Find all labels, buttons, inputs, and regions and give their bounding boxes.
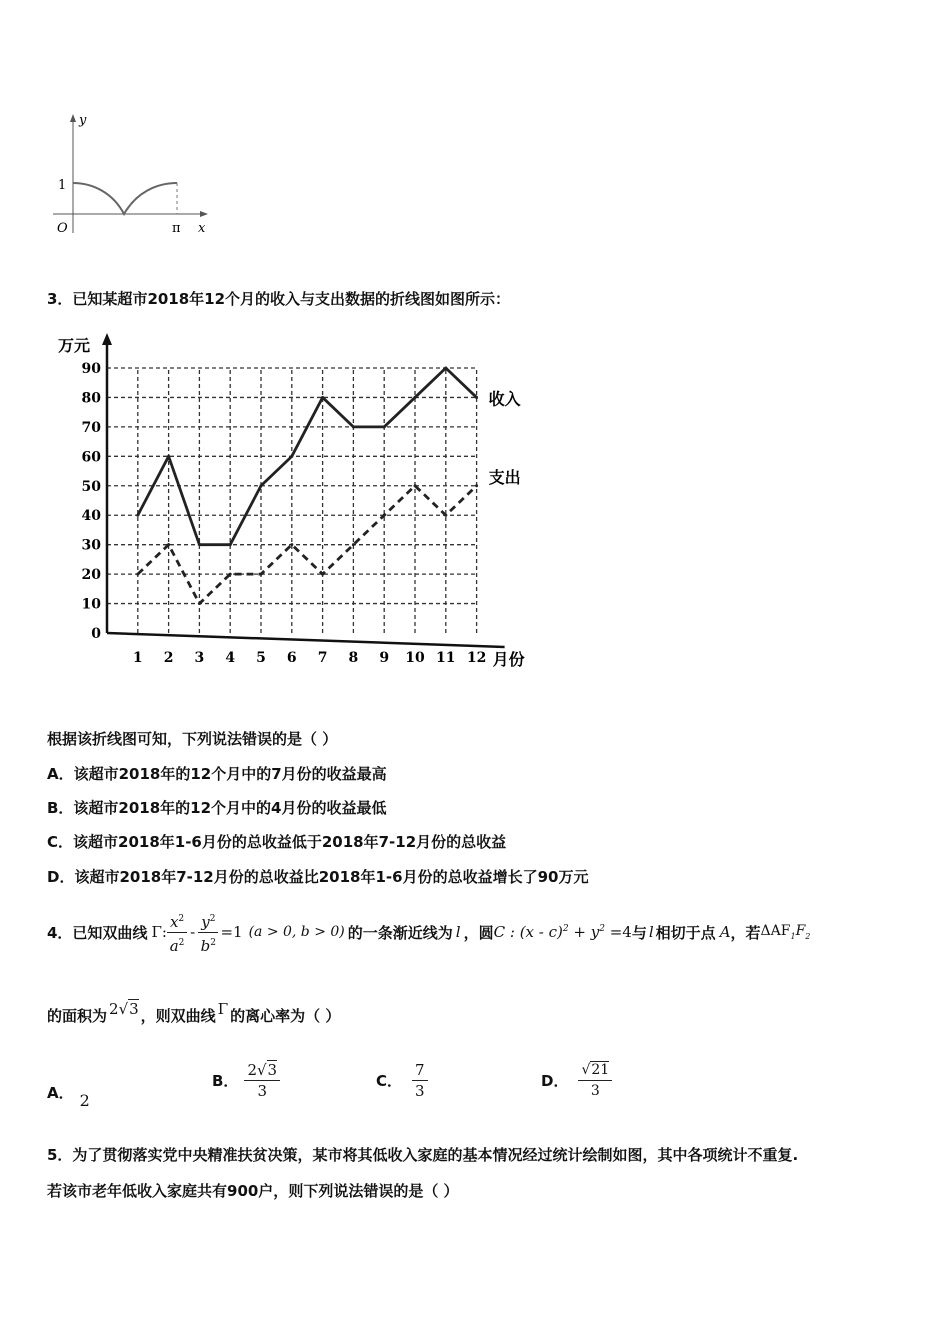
data-point <box>321 573 324 576</box>
data-point <box>475 396 478 399</box>
equals-one: =1 <box>220 923 243 941</box>
y-tick-label: 20 <box>81 567 101 584</box>
data-point <box>414 396 417 399</box>
minus-sign: - <box>190 923 196 941</box>
q3-option-a[interactable]: A．该超市2018年的12个月中的7月份的收益最高 <box>47 765 387 783</box>
curve <box>73 183 177 214</box>
sub: 1 <box>790 931 796 941</box>
x-label: x <box>198 221 206 236</box>
x-axis <box>107 633 505 647</box>
fraction-y2-b2 <box>198 909 218 956</box>
q3-stem: 3．已知某超市2018年12个月的收入与支出数据的折线图如图所示： <box>47 290 511 308</box>
pi-label: π <box>172 221 181 236</box>
q4-mid1: 的一条渐近线为 <box>347 923 453 942</box>
sub: 2 <box>805 931 811 941</box>
x-tick-label: 9 <box>379 650 390 666</box>
q4-prefix: 4．已知双曲线 <box>47 923 148 942</box>
q4-option-c[interactable] <box>376 1060 428 1101</box>
circle-rest: + y <box>573 923 600 941</box>
line-l-2: l <box>648 923 654 941</box>
area-rad: 3 <box>129 999 139 1018</box>
q4-mid4: 相切于点 <box>655 923 716 942</box>
q4-line2-a: 的面积为 <box>47 1007 108 1025</box>
q4-option-a[interactable] <box>47 1082 90 1110</box>
q5-line2: 若该市老年低收入家庭共有900户，则下列说法错误的是（ ） <box>47 1182 459 1200</box>
q3-option-b[interactable]: B．该超市2018年的12个月中的4月份的收益最低 <box>47 799 387 817</box>
x-tick-label: 4 <box>225 650 236 666</box>
opt-b-fraction: $\frac{2√3}{3}$ <box>244 1060 280 1101</box>
opt-label: B． <box>212 1072 239 1090</box>
data-point <box>321 396 324 399</box>
opt-label: A． <box>47 1084 74 1102</box>
circle-text: C : (x - c) <box>493 923 563 941</box>
data-point <box>198 602 201 605</box>
data-point <box>136 573 139 576</box>
den: 3 <box>257 1082 268 1100</box>
q5-line1: 5．为了贯彻落实党中央精准扶贫决策，某市将其低收入家庭的基本情况经过统计绘制如图，其中各项统计不重复. <box>47 1146 799 1164</box>
x-tick-label: 2 <box>163 650 174 666</box>
x-var: x <box>169 912 179 931</box>
one-label: 1 <box>58 178 67 193</box>
q4-line2-b: ，则双曲线 <box>140 1007 216 1025</box>
y-tick-label: 50 <box>81 478 101 495</box>
sup: 2 <box>210 937 216 948</box>
data-point <box>444 367 447 370</box>
cosine-abs-graph <box>48 108 218 243</box>
q4-option-b[interactable] <box>212 1060 280 1101</box>
q4-line2-c: 的离心率为（ ） <box>230 1007 341 1025</box>
b-var: b <box>200 936 211 955</box>
x-tick-label: 7 <box>317 650 328 666</box>
data-point <box>229 573 232 576</box>
coef: 2 <box>247 1061 257 1079</box>
x-axis-arrow <box>200 211 208 217</box>
q4-line2 <box>47 999 341 1026</box>
q3-option-c[interactable]: C．该超市2018年1-6月份的总收益低于2018年7-12月份的总收益 <box>47 833 507 851</box>
data-point <box>383 514 386 517</box>
data-point <box>414 484 417 487</box>
sup: 2 <box>209 913 216 924</box>
tri-text: ΔAF <box>760 923 791 940</box>
sup: 2 <box>178 913 185 924</box>
line-l: l <box>455 923 461 941</box>
data-point <box>167 543 170 546</box>
den: 3 <box>590 1083 600 1099</box>
data-point <box>167 455 170 458</box>
den: 3 <box>415 1082 425 1100</box>
y-tick-label: 30 <box>81 537 101 554</box>
condition: (a > 0, b > 0) <box>248 924 345 940</box>
x-tick-label: 8 <box>348 650 359 666</box>
area-coef: 2 <box>109 999 119 1018</box>
y-axis-label: 万元 <box>58 336 91 355</box>
y-tick-label: 60 <box>81 449 101 466</box>
y-tick-label: 90 <box>81 361 101 377</box>
q4-mid3: 与 <box>631 923 647 942</box>
circle-eq <box>494 923 632 941</box>
y-var: y <box>201 912 210 931</box>
data-point <box>290 543 293 546</box>
rad: 3 <box>267 1061 278 1079</box>
data-point <box>383 425 386 428</box>
rad: 21 <box>591 1062 610 1078</box>
data-point <box>136 514 139 517</box>
circle-eq-val: =4 <box>609 923 632 941</box>
data-point <box>352 543 355 546</box>
series-label: 支出 <box>488 467 521 487</box>
y-axis-arrow <box>102 333 112 345</box>
data-point <box>229 543 232 546</box>
y-label: y <box>79 113 87 128</box>
q4-mid2: ，圆 <box>463 923 494 942</box>
q4-mid5: ，若 <box>730 923 761 942</box>
opt-label: D． <box>541 1072 569 1090</box>
triangle <box>761 923 811 941</box>
opt-c-fraction <box>412 1060 428 1101</box>
data-point <box>198 543 201 546</box>
fraction-x2-a2 <box>167 909 187 956</box>
q3-option-d[interactable]: D．该超市2018年7-12月份的总收益比2018年1-6月份的总收益增长了90万元 <box>47 868 589 886</box>
y-tick-label: 70 <box>81 419 101 436</box>
q3-question: 根据该折线图可知，下列说法错误的是（ ） <box>47 730 338 748</box>
x-tick-label: 10 <box>405 650 425 666</box>
q4-line1 <box>47 902 810 962</box>
area-value: 2√3 <box>109 999 139 1018</box>
y-tick-label: 80 <box>81 390 101 407</box>
y-tick-label: 10 <box>81 596 101 613</box>
num: 7 <box>412 1060 428 1081</box>
sup: 2 <box>562 924 569 934</box>
data-point <box>444 514 447 517</box>
gamma-symbol: Γ <box>151 923 162 941</box>
y-tick-label: 40 <box>81 508 101 525</box>
income-expense-line-chart <box>50 325 550 685</box>
opt-d-fraction: $\frac{√21}{3}$ <box>578 1060 612 1101</box>
data-point <box>260 484 263 487</box>
gamma-symbol-2: Γ <box>217 999 229 1018</box>
point-a: A <box>719 923 731 941</box>
data-point <box>475 484 478 487</box>
q4-option-d[interactable] <box>541 1060 612 1101</box>
a-var: a <box>169 936 179 955</box>
series-label: 收入 <box>488 389 521 409</box>
opt-label: C． <box>376 1072 403 1090</box>
sup: 2 <box>599 924 605 934</box>
x-tick-label: 1 <box>132 650 143 666</box>
colon: : <box>161 923 167 941</box>
sup: 2 <box>178 937 185 948</box>
data-point <box>260 573 263 576</box>
x-tick-label: 3 <box>194 650 205 666</box>
x-tick-label: 11 <box>436 650 456 666</box>
data-point <box>290 455 293 458</box>
x-axis-label: 月份 <box>492 650 525 669</box>
x-tick-label: 5 <box>256 650 266 666</box>
y-tick-label: 0 <box>91 626 101 642</box>
origin-label: O <box>57 221 68 236</box>
x-tick-label: 6 <box>286 650 297 666</box>
opt-a-value: 2 <box>79 1091 90 1110</box>
x-tick-label: 12 <box>466 650 487 666</box>
y-axis-arrow <box>70 114 76 122</box>
f-var: F <box>795 923 806 940</box>
data-point <box>352 425 355 428</box>
